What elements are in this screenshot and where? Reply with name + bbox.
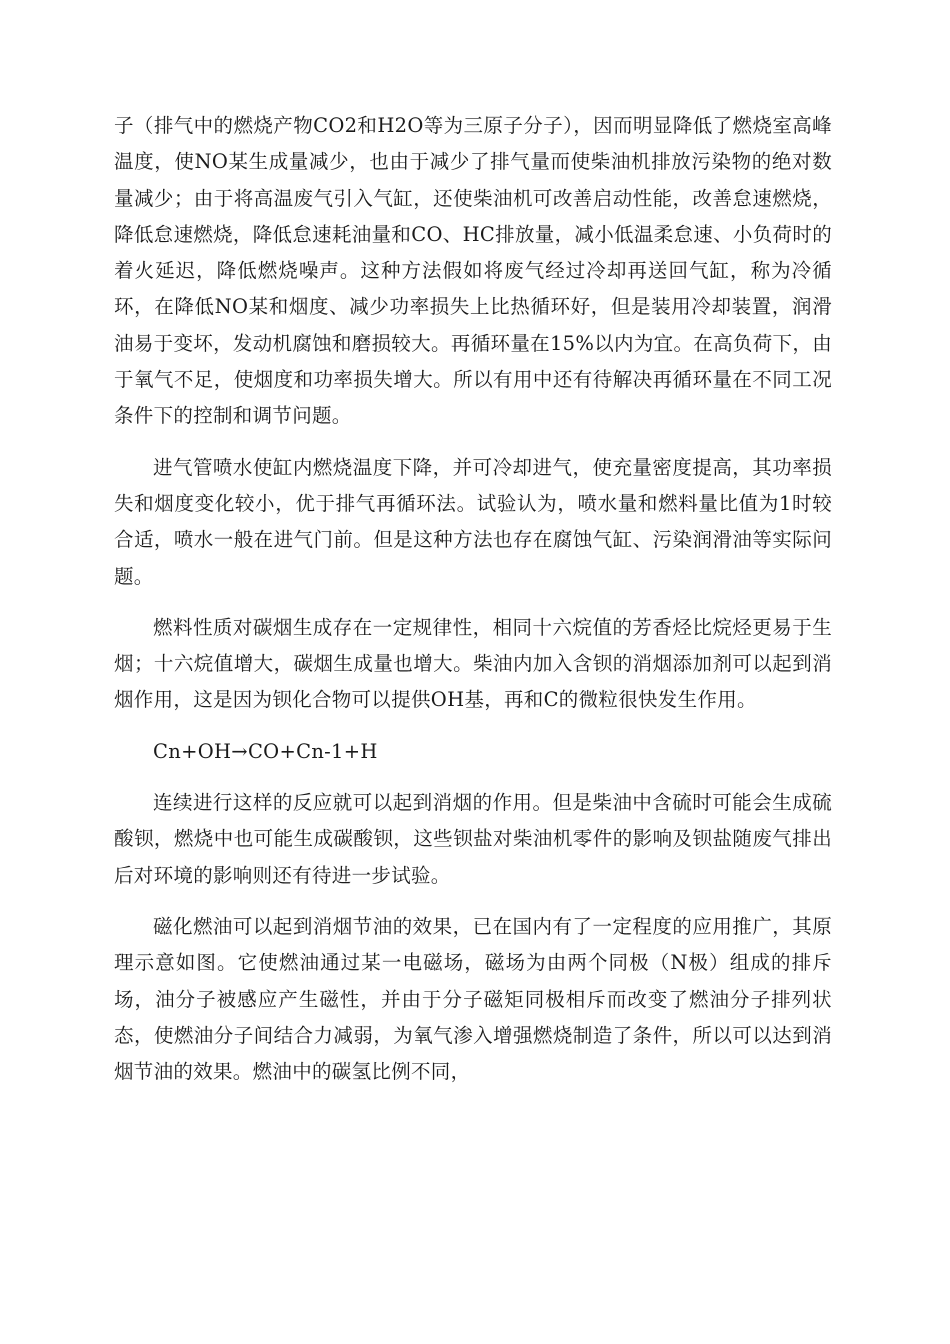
paragraph-fuel-additive: 燃料性质对碳烟生成存在一定规律性，相同十六烷值的芳香烃比烷烃更易于生烟；十六烷值增大，碳烟生成量也增大。柴油内加入含钡的消烟添加剂可以起到消烟作用，这是因为钡化合物可以提供OH基，再和C的微粒很快发生作用。 bbox=[114, 615, 832, 712]
paragraph-barium-salts: 连续进行这样的反应就可以起到消烟的作用。但是柴油中含硫时可能会生成硫酸钡，燃烧中也可能生成碳酸钡，这些钡盐对柴油机零件的影响及钡盐随废气排出后对环境的影响则还有待进一步试验。 bbox=[114, 791, 832, 887]
paragraph-exhaust-recirculation: 子（排气中的燃烧产物CO2和H2O等为三原子分子），因而明显降低了燃烧室高峰温度，使NO某生成量减少，也由于减少了排气量而使柴油机排放污染物的绝对数量减少；由于将高温废气引入气缸，还使柴油机可改善启动性能，改善怠速燃烧，降低怠速燃烧，降低怠速耗油量和CO、HC排放量，减小低温柔怠速、小负荷时的着火延迟，降低燃烧噪声。这种方法假如将废气经过冷却再送回气缸，称为冷循环，在降低NO某和烟度、减少功率损失上比热循环好，但是装用冷却装置，润滑油易于变坏，发动机腐蚀和磨损较大。再循环量在15%以内为宜。在高负荷下，由于氧气不足，使烟度和功率损失增大。所以有用中还有待解决再循环量在不同工况条件下的控制和调节问题。 bbox=[114, 114, 832, 428]
reaction-formula: Cn+OH→CO+Cn-1+H bbox=[153, 739, 378, 763]
paragraph-magnetized-fuel: 磁化燃油可以起到消烟节油的效果，已在国内有了一定程度的应用推广，其原理示意如图。它使燃油通过某一电磁场，磁场为由两个同极（N极）组成的排斥场，油分子被感应产生磁性，并由于分子磁矩同极相斥而改变了燃油分子排列状态，使燃油分子间结合力减弱，为氧气渗入增强燃烧制造了条件，所以可以达到消烟节油的效果。燃油中的碳氢比例不同， bbox=[114, 914, 832, 1084]
document-page bbox=[114, 108, 832, 1105]
paragraph-water-injection: 进气管喷水使缸内燃烧温度下降，并可冷却进气，使充量密度提高，其功率损失和烟度变化较小，优于排气再循环法。试验认为，喷水量和燃料量比值为1时较合适，喷水一般在进气门前。但是这种方法也存在腐蚀气缸、污染润滑油等实际问题。 bbox=[114, 455, 832, 588]
